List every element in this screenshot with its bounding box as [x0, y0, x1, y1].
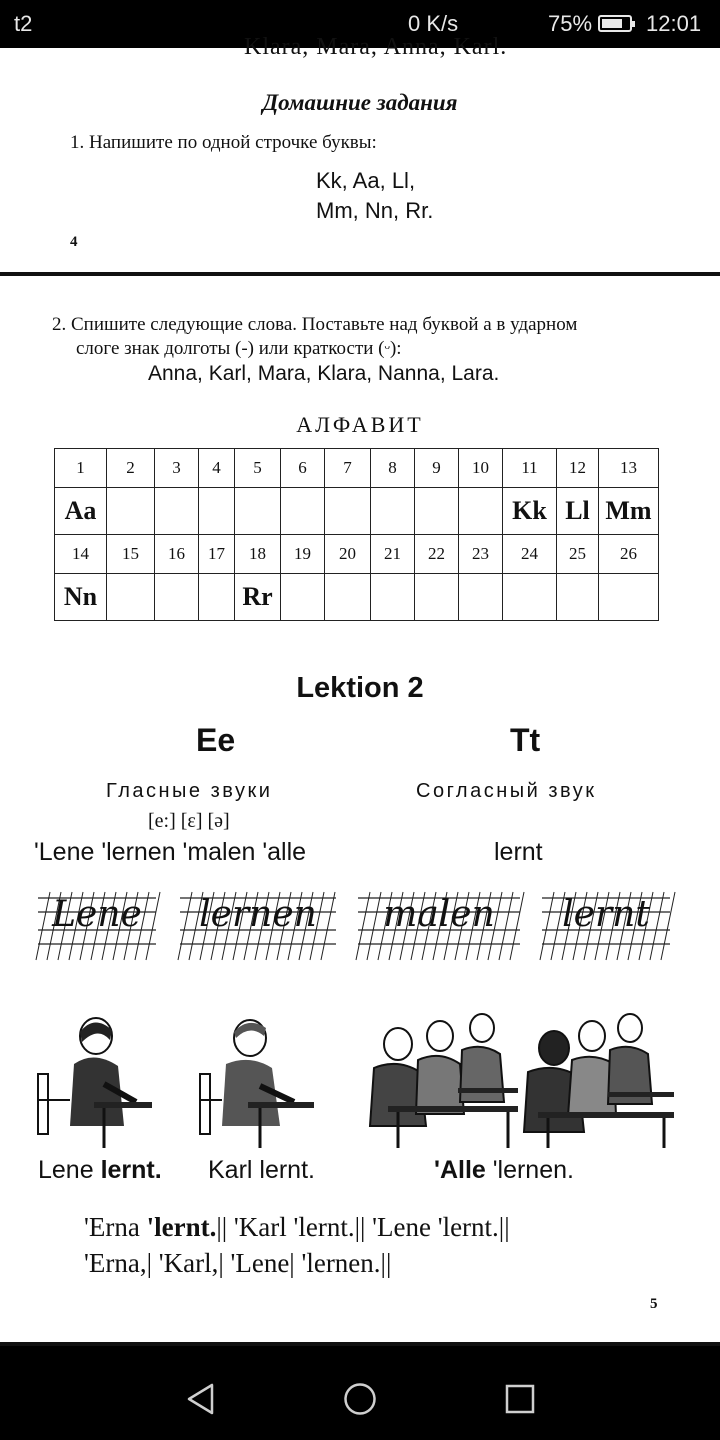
navigation-bar [0, 1356, 720, 1440]
alphabet-number-cell: 16 [155, 535, 199, 574]
alphabet-letter-cell [371, 488, 415, 535]
boy-writing-illustration [196, 1014, 316, 1148]
caption-bold: 'Alle [434, 1156, 486, 1184]
alphabet-letter-cell: Nn [55, 574, 107, 621]
alphabet-number-cell: 13 [599, 449, 659, 488]
caption-karl: Karl lernt. [208, 1156, 315, 1184]
alphabet-letter-cell [415, 574, 459, 621]
alphabet-number-cell: 4 [199, 449, 235, 488]
alphabet-number-cell: 7 [325, 449, 371, 488]
alphabet-table [54, 448, 659, 621]
page-5 [0, 276, 720, 1342]
alphabet-letter-cell [459, 488, 503, 535]
alphabet-number-cell: 6 [281, 449, 325, 488]
alphabet-letter-cell: Ll [557, 488, 599, 535]
home-icon[interactable] [343, 1382, 377, 1416]
page-divider [0, 1342, 720, 1346]
alphabet-number-cell: 20 [325, 535, 371, 574]
caption-alle [434, 1156, 574, 1185]
alphabet-number-cell: 14 [55, 535, 107, 574]
handwritten-word: lernt [562, 894, 650, 935]
alphabet-letter-cell [371, 574, 415, 621]
handwritten-word: lernen [199, 894, 317, 935]
alphabet-letter-cell [503, 574, 557, 621]
alphabet-number-cell: 8 [371, 449, 415, 488]
word-list: Anna, Karl, Mara, Klara, Nanna, Lara. [148, 362, 500, 385]
sentence-part: || 'Karl 'lernt.|| 'Lene 'lernt.|| [216, 1212, 510, 1242]
alphabet-letter-cell: Rr [235, 574, 281, 621]
alphabet-number-cell: 11 [503, 449, 557, 488]
alphabet-letter-cell [325, 488, 371, 535]
alphabet-letter-cell [155, 574, 199, 621]
consonant-label: Согласный звук [416, 780, 597, 802]
caption-lene [38, 1156, 162, 1185]
alphabet-letter-cell [599, 574, 659, 621]
network-speed: 0 K/s [408, 11, 459, 36]
alphabet-letter-cell [557, 574, 599, 621]
alphabet-number-cell: 9 [415, 449, 459, 488]
battery-icon [598, 15, 632, 32]
page-4-fragment [0, 34, 720, 272]
alphabet-number-cell: 17 [199, 535, 235, 574]
alphabet-number-cell: 25 [557, 535, 599, 574]
alphabet-numbers-row [55, 449, 659, 488]
alphabet-number-cell: 2 [107, 449, 155, 488]
alphabet-number-cell: 10 [459, 449, 503, 488]
task-2-line-2: слоге знак долготы (-) или краткости (ᵕ): [76, 338, 402, 359]
alphabet-number-cell: 15 [107, 535, 155, 574]
class-writing-illustration [358, 1014, 674, 1148]
sentence-part: 'Erna [84, 1212, 147, 1242]
alphabet-letter-cell [107, 574, 155, 621]
alphabet-letter-cell [325, 574, 371, 621]
letters-line-2: Mm, Nn, Rr. [316, 198, 434, 223]
alphabet-number-cell: 3 [155, 449, 199, 488]
alphabet-letter-cell: Aa [55, 488, 107, 535]
recents-icon[interactable] [503, 1382, 537, 1416]
handwriting-lene [38, 888, 156, 964]
clock: 12:01 [646, 11, 702, 36]
alphabet-number-cell: 19 [281, 535, 325, 574]
alphabet-number-cell: 18 [235, 535, 281, 574]
alphabet-letter-cell [235, 488, 281, 535]
handwriting-lernen [180, 888, 336, 964]
alphabet-letter-cell [107, 488, 155, 535]
alphabet-letter-cell: Kk [503, 488, 557, 535]
alphabet-number-cell: 24 [503, 535, 557, 574]
alphabet-number-cell: 22 [415, 535, 459, 574]
girl-writing-illustration [34, 1014, 152, 1148]
example-word-lernt: lernt [494, 838, 543, 866]
alphabet-letter-cell [281, 574, 325, 621]
alphabet-letter-cell [415, 488, 459, 535]
vowels-label: Гласные звуки [106, 780, 273, 802]
sentence-line-1 [84, 1212, 510, 1243]
alphabet-number-cell: 5 [235, 449, 281, 488]
task-2-line-1: 2. Спишите следующие слова. Поставьте над буквой а в ударном [52, 314, 578, 335]
alphabet-letter-cell [199, 574, 235, 621]
caption-bold: lernt. [100, 1156, 162, 1184]
alphabet-letter-cell [281, 488, 325, 535]
caption-text: Lene [38, 1156, 101, 1184]
lesson-title: Lektion 2 [296, 672, 424, 704]
cut-off-text: Klara, Mara, Anna, Karl. [244, 34, 508, 60]
battery-percent: 75% [548, 11, 593, 36]
alphabet-number-cell: 26 [599, 535, 659, 574]
back-icon[interactable] [184, 1382, 218, 1416]
alphabet-number-cell: 12 [557, 449, 599, 488]
letter-e-heading: Ee [196, 722, 236, 758]
sentence-line-2: 'Erna,| 'Karl,| 'Lene| 'lernen.|| [84, 1248, 392, 1278]
alphabet-letters-row [55, 488, 659, 535]
alphabet-letter-cell [199, 488, 235, 535]
alphabet-letter-cell [155, 488, 199, 535]
phonetic-symbols: [e:] [ɛ] [ə] [148, 810, 230, 832]
carrier-name: t2 [14, 11, 33, 36]
homework-title: Домашние задания [262, 90, 458, 115]
caption-text: 'lernen. [485, 1156, 574, 1184]
page-number-4: 4 [70, 234, 78, 250]
alphabet-number-cell: 1 [55, 449, 107, 488]
page-number-5: 5 [650, 1296, 658, 1312]
letter-t-heading: Tt [510, 722, 541, 758]
alphabet-numbers-row [55, 535, 659, 574]
handwritten-word: Lene [52, 894, 142, 935]
alphabet-number-cell: 23 [459, 535, 503, 574]
alphabet-letter-cell: Mm [599, 488, 659, 535]
alphabet-letters-row [55, 574, 659, 621]
alphabet-letter-cell [459, 574, 503, 621]
letters-line-1: Kk, Aa, Ll, [316, 168, 416, 193]
example-words: 'Lene 'lernen 'malen 'alle [34, 838, 307, 866]
alphabet-number-cell: 21 [371, 535, 415, 574]
handwriting-malen [358, 888, 520, 964]
task-1: 1. Напишите по одной строчке буквы: [70, 132, 377, 153]
handwritten-word: malen [383, 894, 495, 935]
sentence-part-bold: 'lernt. [146, 1212, 217, 1242]
handwriting-lernt [542, 888, 670, 964]
alphabet-title: АЛФАВИТ [296, 412, 424, 437]
